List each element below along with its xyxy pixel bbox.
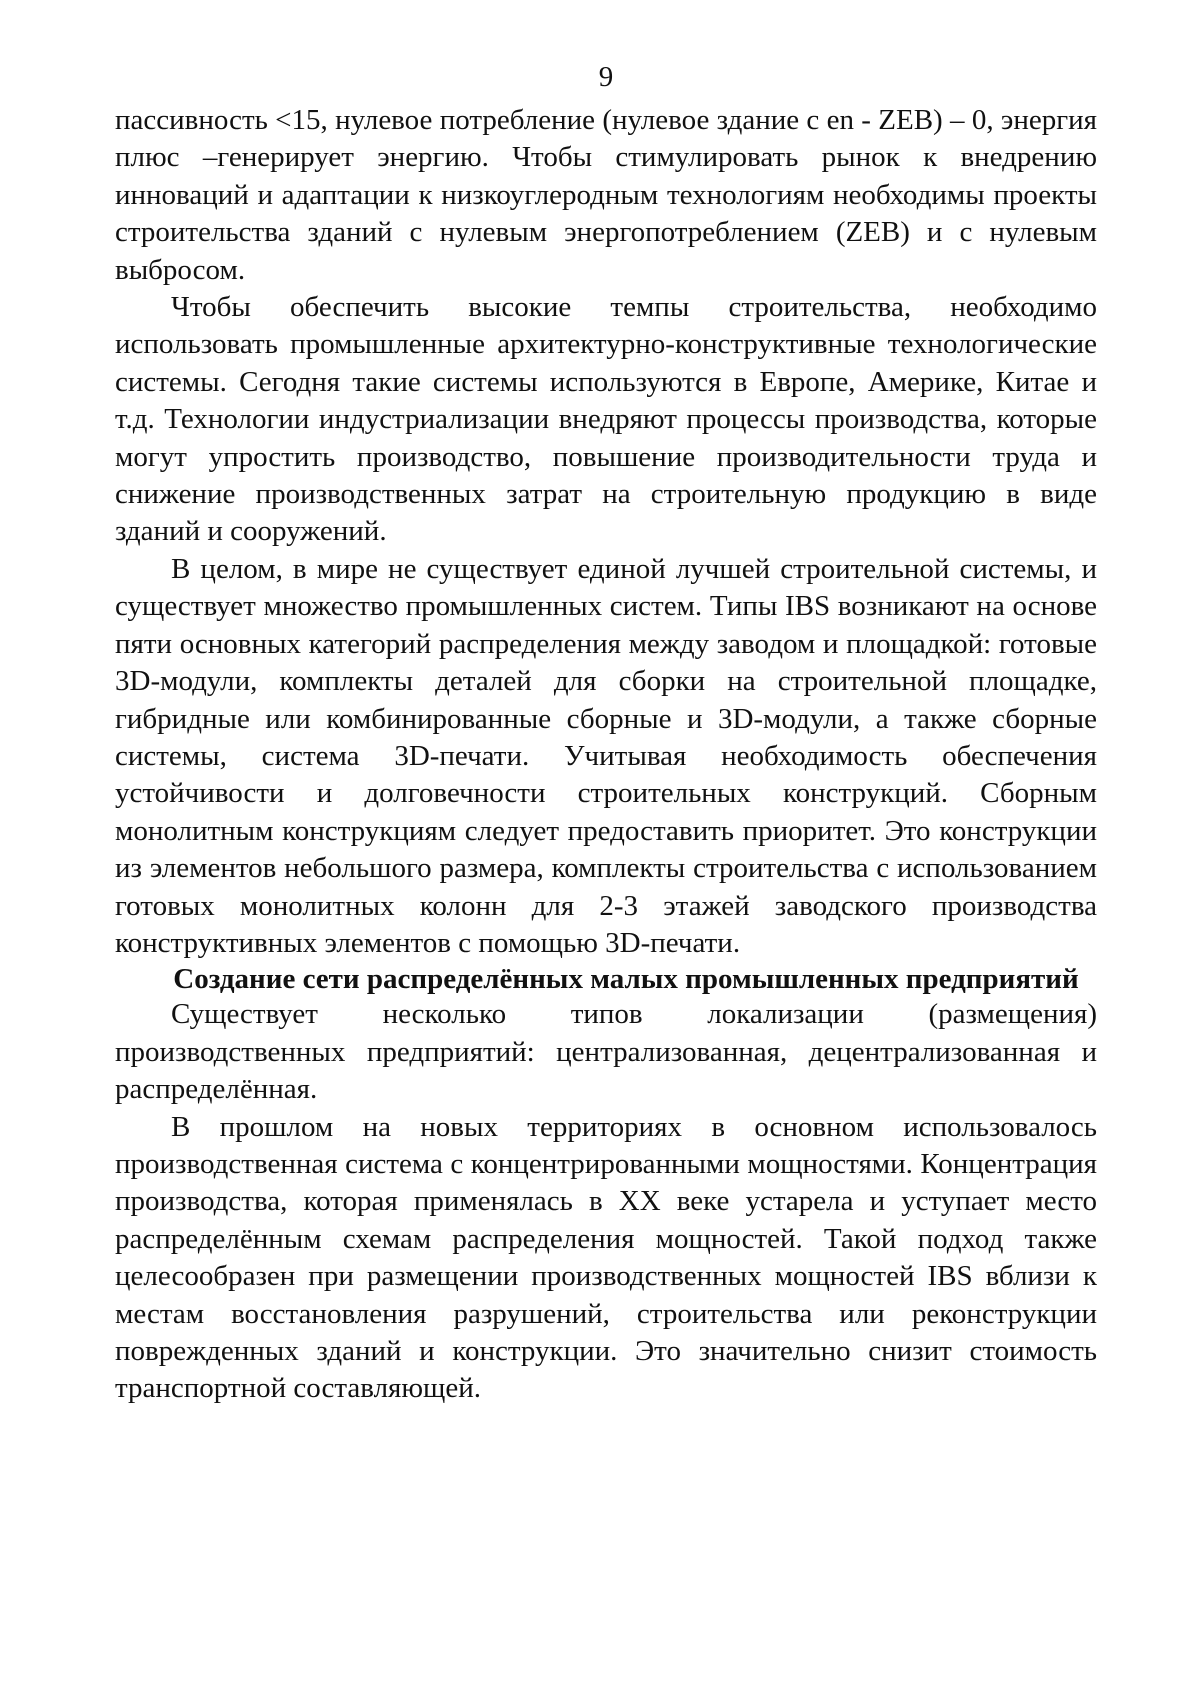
paragraph-distributed-capacity: В прошлом на новых территориях в основном использовалось производственная система с концентрированными мощностями. Концентрация производства, которая применялась в XX веке устарела и уступает место распределённым схемам распределения мощностей. Такой подход также целесообразен при размещении производственных мощностей IBS вблизи к местам восстановления разрушений, строительства или реконструкции поврежденных зданий и конструкции. Это значительно снизит стоимость транспортной составляющей.: [115, 1110, 1097, 1405]
paragraph-zeb: пассивность <15, нулевое потребление (нулевое здание с en - ZEB) – 0, энергия плюс –генерирует энергию. Чтобы стимулировать рынок к внедрению инноваций и адаптации к низкоуглеродным технологиям необходимы проекты строительства зданий с нулевым энергопотреблением (ZEB) и с нулевым выбросом.: [115, 104, 1097, 286]
paragraph-industrial-systems: Чтобы обеспечить высокие темпы строительства, необходимо использовать промышленные архитектурно-конструктивные технологические системы. Сегодня такие системы используются в Европе, Америке, Китае и т.д. Технологии индустриализации внедряют процессы производства, которые могут упростить производство, повышение производительности труда и снижение производственных затрат на строительную продукцию в виде зданий и сооружений.: [115, 291, 1097, 548]
document-page: [115, 60, 1097, 1408]
paragraph-localization-types: Существует несколько типов локализации (размещения) производственных предприятий: централизованная, децентрализованная и распределённая.: [115, 998, 1097, 1106]
paragraph-ibs-types: В целом, в мире не существует единой лучшей строительной системы, и существует множество промышленных систем. Типы IBS возникают на основе пяти основных категорий распределения между заводом и площадкой: готовые 3D-модули, комплекты деталей для сборки на строительной площадке, гибридные или комбинированные сборные и 3D-модули, а также сборные системы, система 3D-печати. Учитывая необходимость обеспечения устойчивости и долговечности строительных конструкций. Сборным монолитным конструкциям следует предоставить приоритет. Это конструкции из элементов небольшого размера, комплекты строительства с использованием готовых монолитных колонн для 2-3 этажей заводского производства конструктивных элементов с помощью 3D-печати.: [115, 552, 1097, 959]
page-number: 9: [598, 61, 614, 93]
section-heading: Создание сети распределённых малых промышленных предприятий: [173, 963, 1079, 996]
